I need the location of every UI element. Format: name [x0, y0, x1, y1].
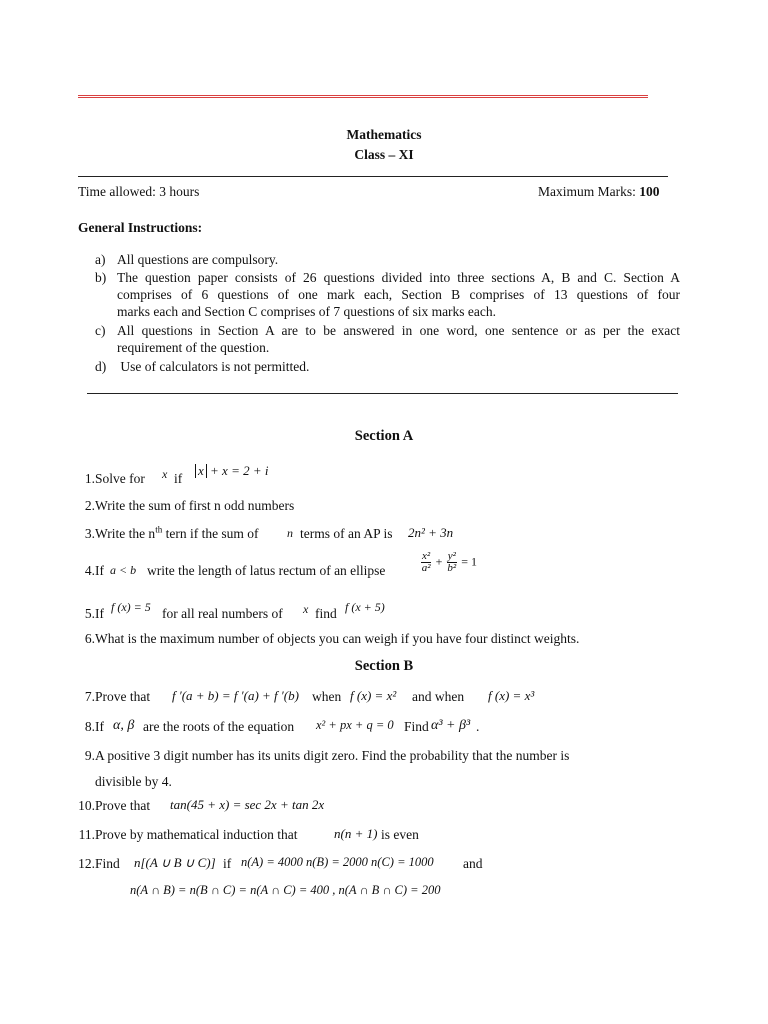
instruction-b-line2: comprises of 6 questions of one mark each, Section B comprises of 13 questions of four — [117, 287, 680, 302]
question-number: 12. — [78, 856, 95, 871]
class-title: Class – XI — [354, 147, 414, 162]
question-text: Solve for — [95, 471, 159, 486]
question-text-part: Write the n — [95, 526, 156, 541]
instruction-a — [95, 252, 278, 268]
math-expression: n[(A ∪ B ∪ C)] — [134, 855, 216, 870]
question-text: A positive 3 digit number has its units digit zero. Find the probability that the number is — [95, 748, 570, 763]
question-text: Write the sum of first n odd numbers — [95, 498, 295, 513]
question-text: If — [95, 719, 104, 734]
question-text: if — [223, 856, 232, 871]
instruction-label: a) — [95, 252, 106, 267]
math-given: n(A ∩ B) = n(B ∩ C) = n(A ∩ C) = 400 , n(A ∩ B ∩ C) = 200 — [130, 883, 441, 897]
maximum-marks — [538, 184, 660, 200]
fraction-numerator: y² — [447, 550, 456, 562]
math-expression: f (x + 5) — [345, 600, 385, 614]
math-expression: f ′(a + b) = f ′(a) + f ′(b) — [172, 688, 299, 703]
question-number: 10. — [78, 798, 95, 813]
absolute-value: x — [195, 464, 207, 478]
instruction-c-label: c) — [95, 323, 106, 338]
ellipse-equation — [420, 551, 477, 574]
question-number: 6. — [84, 631, 95, 646]
math-rhs: = 1 — [461, 554, 478, 569]
section-b-title: Section B — [354, 658, 414, 674]
question-text: if — [174, 471, 183, 486]
math-condition: f (x) = 5 — [111, 600, 151, 614]
question-number: 3. — [84, 526, 95, 541]
math-condition: a < b — [110, 563, 137, 577]
question-text: find — [315, 606, 337, 621]
fraction — [421, 551, 431, 574]
question-text: write the length of latus rectum of an ellipse — [147, 563, 386, 578]
instruction-c-line1: All questions in Section A are to be answered in one word, one sentence or as per the exact — [117, 323, 680, 338]
question-text: divisible by 4. — [95, 774, 172, 789]
math-given: n(A) = 4000 n(B) = 2000 n(C) = 1000 — [241, 855, 434, 869]
section-a-title: Section A — [354, 428, 414, 444]
question-text: Prove that — [95, 798, 151, 813]
math-expression: f (x) = x³ — [488, 688, 535, 703]
math-expression: 2n² + 3n — [408, 525, 454, 540]
math-variables: α, β — [113, 718, 135, 733]
instructions-divider — [87, 393, 678, 394]
instruction-b-line1: The question paper consists of 26 questions divided into three sections A, B and C. Section A — [117, 270, 680, 285]
math-variable: x — [303, 602, 309, 616]
question-text: when — [312, 689, 342, 704]
superscript: th — [155, 524, 163, 535]
maximum-marks-value: 100 — [639, 184, 660, 199]
instruction-label: d) — [95, 359, 107, 374]
instruction-text: All questions are compulsory. — [117, 252, 279, 267]
question-text: . — [476, 719, 480, 734]
math-variable: n — [287, 526, 293, 540]
question-text: If — [95, 606, 104, 621]
question-number: 5. — [84, 606, 95, 621]
fraction-denominator: a² — [421, 562, 431, 574]
fraction — [447, 551, 457, 574]
plus-sign: + — [435, 554, 443, 569]
fraction-denominator: b² — [447, 562, 457, 574]
header-decorative-rule — [78, 95, 648, 98]
math-equation: x² + px + q = 0 — [316, 718, 394, 732]
question-text-part: tern if the sum of — [162, 526, 259, 541]
instruction-b-label: b) — [95, 270, 107, 285]
math-expression — [195, 463, 268, 479]
question-number: 11. — [78, 827, 95, 842]
question-number: 7. — [84, 689, 95, 704]
time-allowed: Time allowed: 3 hours — [78, 184, 200, 199]
question-text: Prove by mathematical induction that — [95, 827, 298, 842]
fraction-numerator: x² — [422, 550, 431, 562]
instruction-c-line2: requirement of the question. — [117, 340, 270, 355]
question-number: 1. — [84, 471, 95, 486]
math-expression: α³ + β³ — [431, 718, 471, 733]
question-text: terms of an AP is — [300, 526, 393, 541]
question-text: Prove that — [95, 689, 151, 704]
question-text: Find — [95, 856, 120, 871]
question-number: 2. — [84, 498, 95, 513]
math-variable: x — [162, 467, 168, 481]
maximum-marks-label: Maximum Marks: — [538, 184, 640, 199]
subject-title: Mathematics — [346, 127, 422, 142]
instruction-b-line3: marks each and Section C comprises of 7 questions of six marks each. — [117, 304, 497, 319]
question-text: Find — [404, 719, 429, 734]
math-expression: f (x) = x² — [350, 688, 397, 703]
question-text: If — [95, 563, 104, 578]
math-rhs: + x = 2 + i — [210, 463, 269, 478]
question-text: What is the maximum number of objects you can weigh if you have four distinct weights. — [95, 631, 580, 646]
title-divider — [78, 176, 668, 177]
question-text: are the roots of the equation — [143, 719, 295, 734]
math-expression: tan(45 + x) = sec 2x + tan 2x — [170, 797, 325, 812]
question-text: and when — [412, 689, 465, 704]
instruction-d — [95, 359, 309, 375]
question-text — [95, 526, 259, 542]
instructions-title: General Instructions: — [78, 220, 203, 235]
question-number: 9. — [84, 748, 95, 763]
question-text: and — [463, 856, 483, 871]
question-text: is even — [381, 827, 419, 842]
instruction-text: Use of calculators is not permitted. — [117, 359, 310, 374]
question-text: for all real numbers of — [162, 606, 283, 621]
math-expression: n(n + 1) — [334, 826, 378, 841]
question-number: 4. — [84, 563, 95, 578]
question-number: 8. — [84, 719, 95, 734]
